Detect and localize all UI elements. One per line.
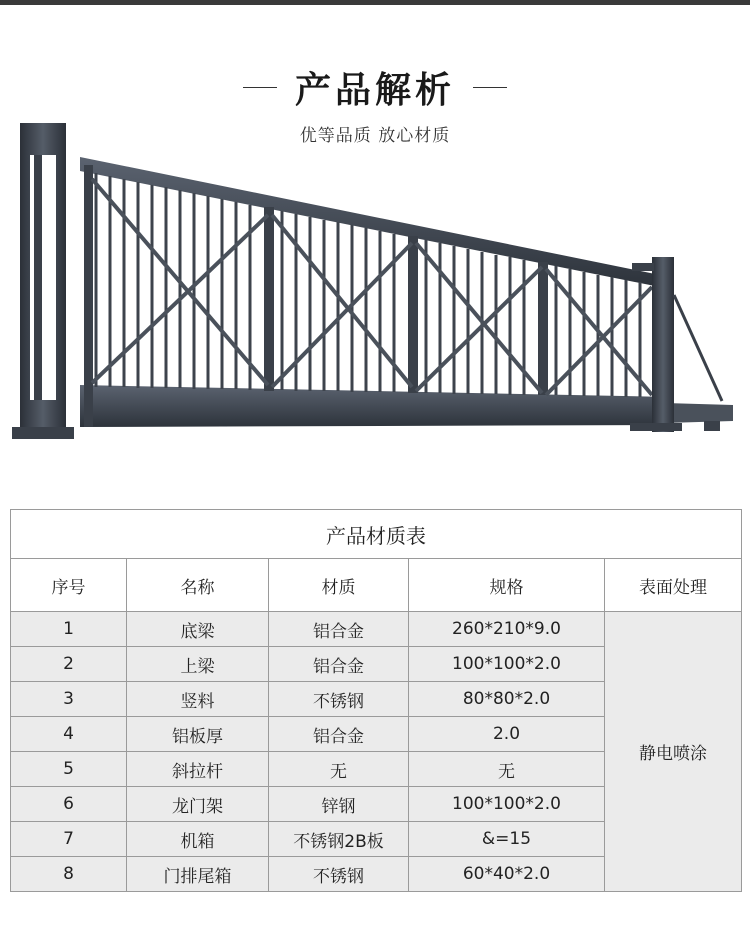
cell-spec: 100*100*2.0 — [409, 647, 605, 682]
cell-no: 5 — [11, 752, 127, 787]
cell-material: 锌钢 — [269, 787, 409, 822]
cell-no: 2 — [11, 647, 127, 682]
cell-no: 8 — [11, 857, 127, 892]
cell-material: 不锈钢2B板 — [269, 822, 409, 857]
cell-spec: 2.0 — [409, 717, 605, 752]
cell-name: 门排尾箱 — [127, 857, 269, 892]
cell-name: 龙门架 — [127, 787, 269, 822]
cell-name: 斜拉杆 — [127, 752, 269, 787]
title-row — [0, 62, 750, 113]
table-caption: 产品材质表 — [11, 510, 742, 559]
column-header-material: 材质 — [269, 559, 409, 612]
cell-no: 1 — [11, 612, 127, 647]
cell-spec: 100*100*2.0 — [409, 787, 605, 822]
cell-spec: 80*80*2.0 — [409, 682, 605, 717]
table-row — [11, 612, 742, 647]
cell-no: 4 — [11, 717, 127, 752]
cell-name: 底梁 — [127, 612, 269, 647]
cell-material: 铝合金 — [269, 717, 409, 752]
page-subtitle: 优等品质 放心材质 — [299, 126, 451, 146]
cell-no: 6 — [11, 787, 127, 822]
cell-material: 铝合金 — [269, 612, 409, 647]
cell-material: 铝合金 — [269, 647, 409, 682]
column-header-spec: 规格 — [409, 559, 605, 612]
column-header-no: 序号 — [11, 559, 127, 612]
cell-material: 无 — [269, 752, 409, 787]
cell-spec: 60*40*2.0 — [409, 857, 605, 892]
column-header-name: 名称 — [127, 559, 269, 612]
cell-spec: &=15 — [409, 822, 605, 857]
top-bar — [0, 0, 750, 5]
title-line-right — [473, 87, 507, 88]
cell-material: 不锈钢 — [269, 857, 409, 892]
cell-surface-treatment: 静电喷涂 — [605, 612, 742, 892]
sliding-gate-image — [0, 115, 750, 455]
column-header-surface: 表面处理 — [605, 559, 742, 612]
cell-name: 铝板厚 — [127, 717, 269, 752]
title-line-left — [243, 87, 277, 88]
cell-no: 7 — [11, 822, 127, 857]
cell-spec: 无 — [409, 752, 605, 787]
material-table — [10, 509, 742, 892]
cell-name: 上梁 — [127, 647, 269, 682]
cell-name: 竖料 — [127, 682, 269, 717]
cell-name: 机箱 — [127, 822, 269, 857]
material-table-wrap — [10, 509, 741, 892]
cell-material: 不锈钢 — [269, 682, 409, 717]
cell-no: 3 — [11, 682, 127, 717]
cell-spec: 260*210*9.0 — [409, 612, 605, 647]
page-title: 产品解析 — [294, 69, 455, 111]
